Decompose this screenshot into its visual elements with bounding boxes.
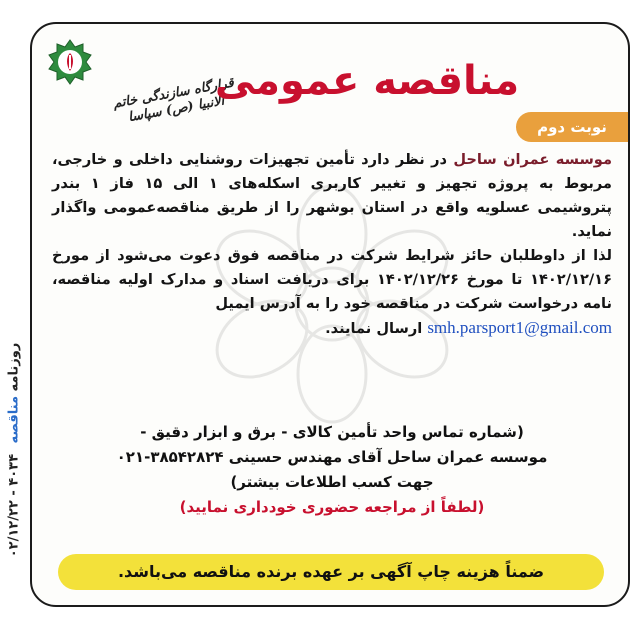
paragraph-invitation (52, 244, 612, 316)
contact-line-1: (شماره تماس واحد تأمین کالای - برق و ابزار دقیق - (140, 423, 524, 441)
intro-text: در نظر دارد تأمین تجهیزات روشنایی داخلی و خارجی، مربوط به پروژه تجهیز و تغییر کاربری اسکله‌های ۱ الی ۱۵ فاز ۱ بندر پتروشیمی عسلویه واقع در استان بوشهر را از طریق مناقصه‌عمومی واگذار نماید. (52, 151, 612, 240)
side-strip-text (7, 343, 22, 558)
tender-description (52, 148, 612, 341)
no-visit-note: (لطفاً از مراجعه حضوری خودداری نمایید) (179, 498, 485, 516)
page-title: مناقصه عمومی (214, 58, 520, 104)
advertisement-frame (30, 22, 630, 607)
footer-cost-note: ضمناً هزینه چاپ آگهی بر عهده برنده مناقصه می‌باشد. (58, 554, 604, 590)
newspaper-prefix: روزنامه (6, 342, 22, 392)
contact-info (52, 420, 612, 520)
email-line (52, 316, 612, 341)
paragraph-intro (52, 148, 612, 244)
company-name: موسسه عمران ساحل (453, 151, 612, 168)
issue-date: ۰۲/۱۲/۲۲ - ۴۰۳۴ (6, 453, 22, 558)
round-badge: نوبت دوم (516, 112, 628, 142)
email-line-end: ارسال نمایند. (325, 320, 428, 337)
organization-name: قرارگاه سازندگی خاتم الانبیا (ص) سپاسا (112, 75, 235, 126)
side-strip (2, 290, 26, 610)
invitation-text: لذا از داوطلبان حائز شرایط شرکت در مناقصه فوق دعوت می‌شود از مورخ ۱۴۰۲/۱۲/۱۶ تا مورخ ۱۴۰۲/۱۲/۲۶ برای دریافت اسناد و مدارک اولیه مناقصه، نامه درخواست شرکت در مناقصه خود را به آدرس ایمیل (52, 247, 612, 312)
newspaper-name: مناقصه (6, 396, 22, 444)
organization-emblem-icon (46, 38, 94, 86)
contact-line-2: موسسه عمران ساحل آقای مهندس حسینی ۳۸۵۴۲۸۲۴-۰۲۱ (116, 448, 548, 466)
contact-line-3: جهت کسب اطلاعات بیشتر) (230, 473, 434, 491)
email-link[interactable]: smh.parsport1@gmail.com (427, 318, 612, 337)
